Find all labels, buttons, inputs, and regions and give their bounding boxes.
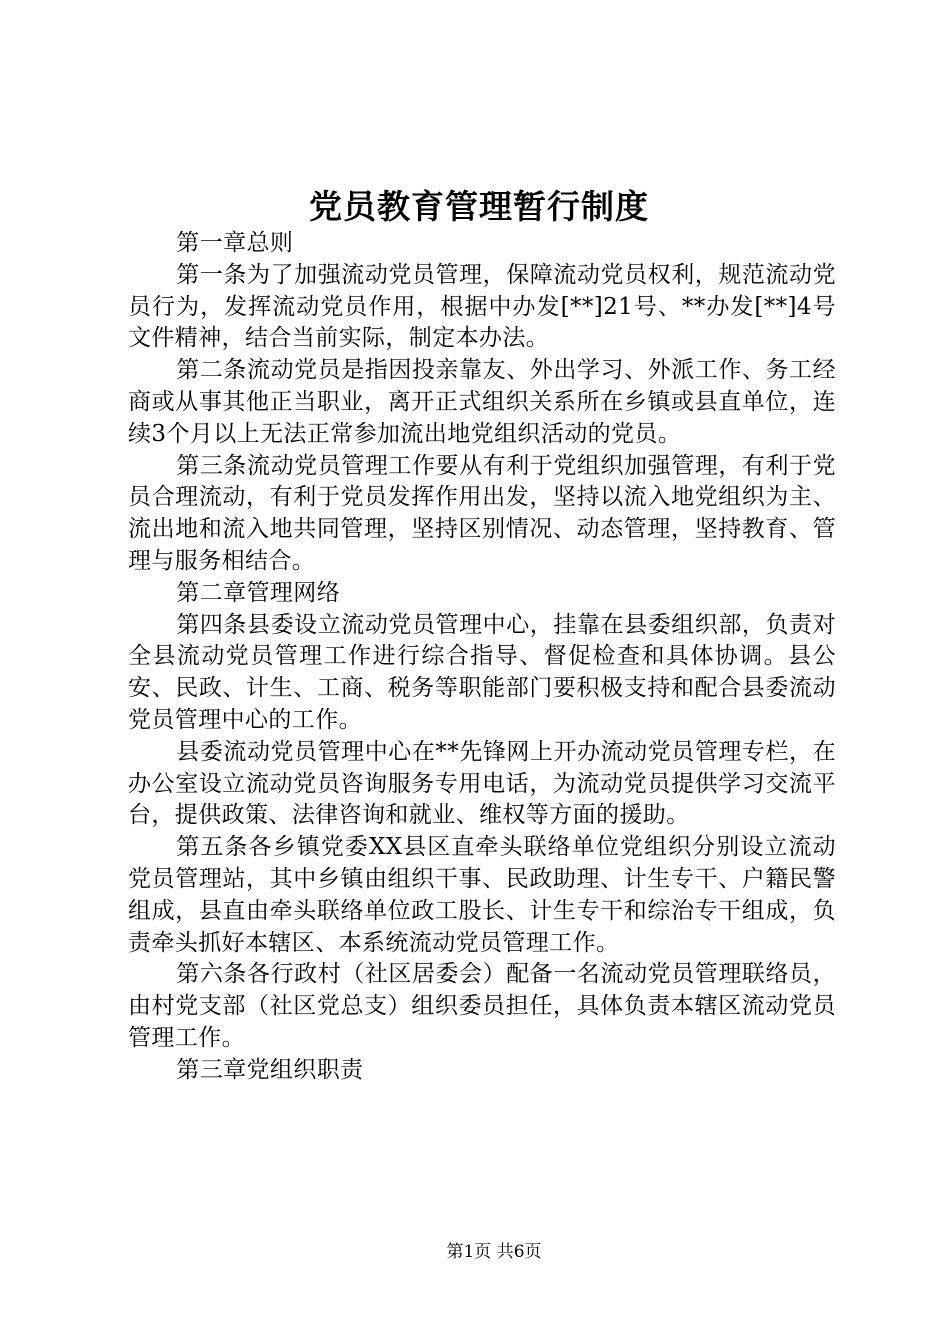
article-paragraph: 第二条流动党员是指因投亲靠友、外出学习、外派工作、务工经商或从事其他正当职业，离开正式组织关系所在乡镇或县直单位，连续3个月以上无法正常参加流出地党组织活动的党员。 xyxy=(128,357,836,447)
page-number-footer: 第1页 共6页 xyxy=(446,1242,542,1262)
article-paragraph: 第五条各乡镇党委XX县区直牵头联络单位党组织分别设立流动党员管理站，其中乡镇由组织干事、民政助理、计生专干、户籍民警组成，县直由牵头联络单位政工股长、计生专干和综治专干组成，负责牵头抓好本辖区、本系统流动党员管理工作。 xyxy=(128,834,836,956)
document-title: 党员教育管理暂行制度 xyxy=(309,187,649,226)
chapter-heading: 第二章管理网络 xyxy=(176,579,341,606)
chapter-heading: 第一章总则 xyxy=(176,230,294,256)
document-body xyxy=(128,228,836,1087)
article-paragraph: 第六条各行政村（社区居委会）配备一名流动党员管理联络员，由村党支部（社区党总支）组织委员担任，具体负责本辖区流动党员管理工作。 xyxy=(128,961,836,1051)
article-paragraph: 县委流动党员管理中心在**先锋网上开办流动党员管理专栏，在办公室设立流动党员咨询服务专用电话，为流动党员提供学习交流平台，提供政策、法律咨询和就业、维权等方面的援助。 xyxy=(128,738,836,829)
article-paragraph: 第四条县委设立流动党员管理中心，挂靠在县委组织部，负责对全县流动党员管理工作进行综合指导、督促检查和具体协调。县公安、民政、计生、工商、税务等职能部门要积极支持和配合县委流动党员管理中心的工作。 xyxy=(128,611,836,733)
article-paragraph: 第一条为了加强流动党员管理，保障流动党员权利，规范流动党员行为，发挥流动党员作用，根据中办发[**]21号、**办发[**]4号文件精神，结合当前实际，制定本办法。 xyxy=(128,261,836,352)
article-paragraph: 第三条流动党员管理工作要从有利于党组织加强管理，有利于党员合理流动，有利于党员发挥作用出发，坚持以流入地党组织为主、流出地和流入地共同管理，坚持区别情况、动态管理，坚持教育、管理与服务相结合。 xyxy=(128,452,836,574)
chapter-heading: 第三章党组织职责 xyxy=(176,1056,364,1083)
